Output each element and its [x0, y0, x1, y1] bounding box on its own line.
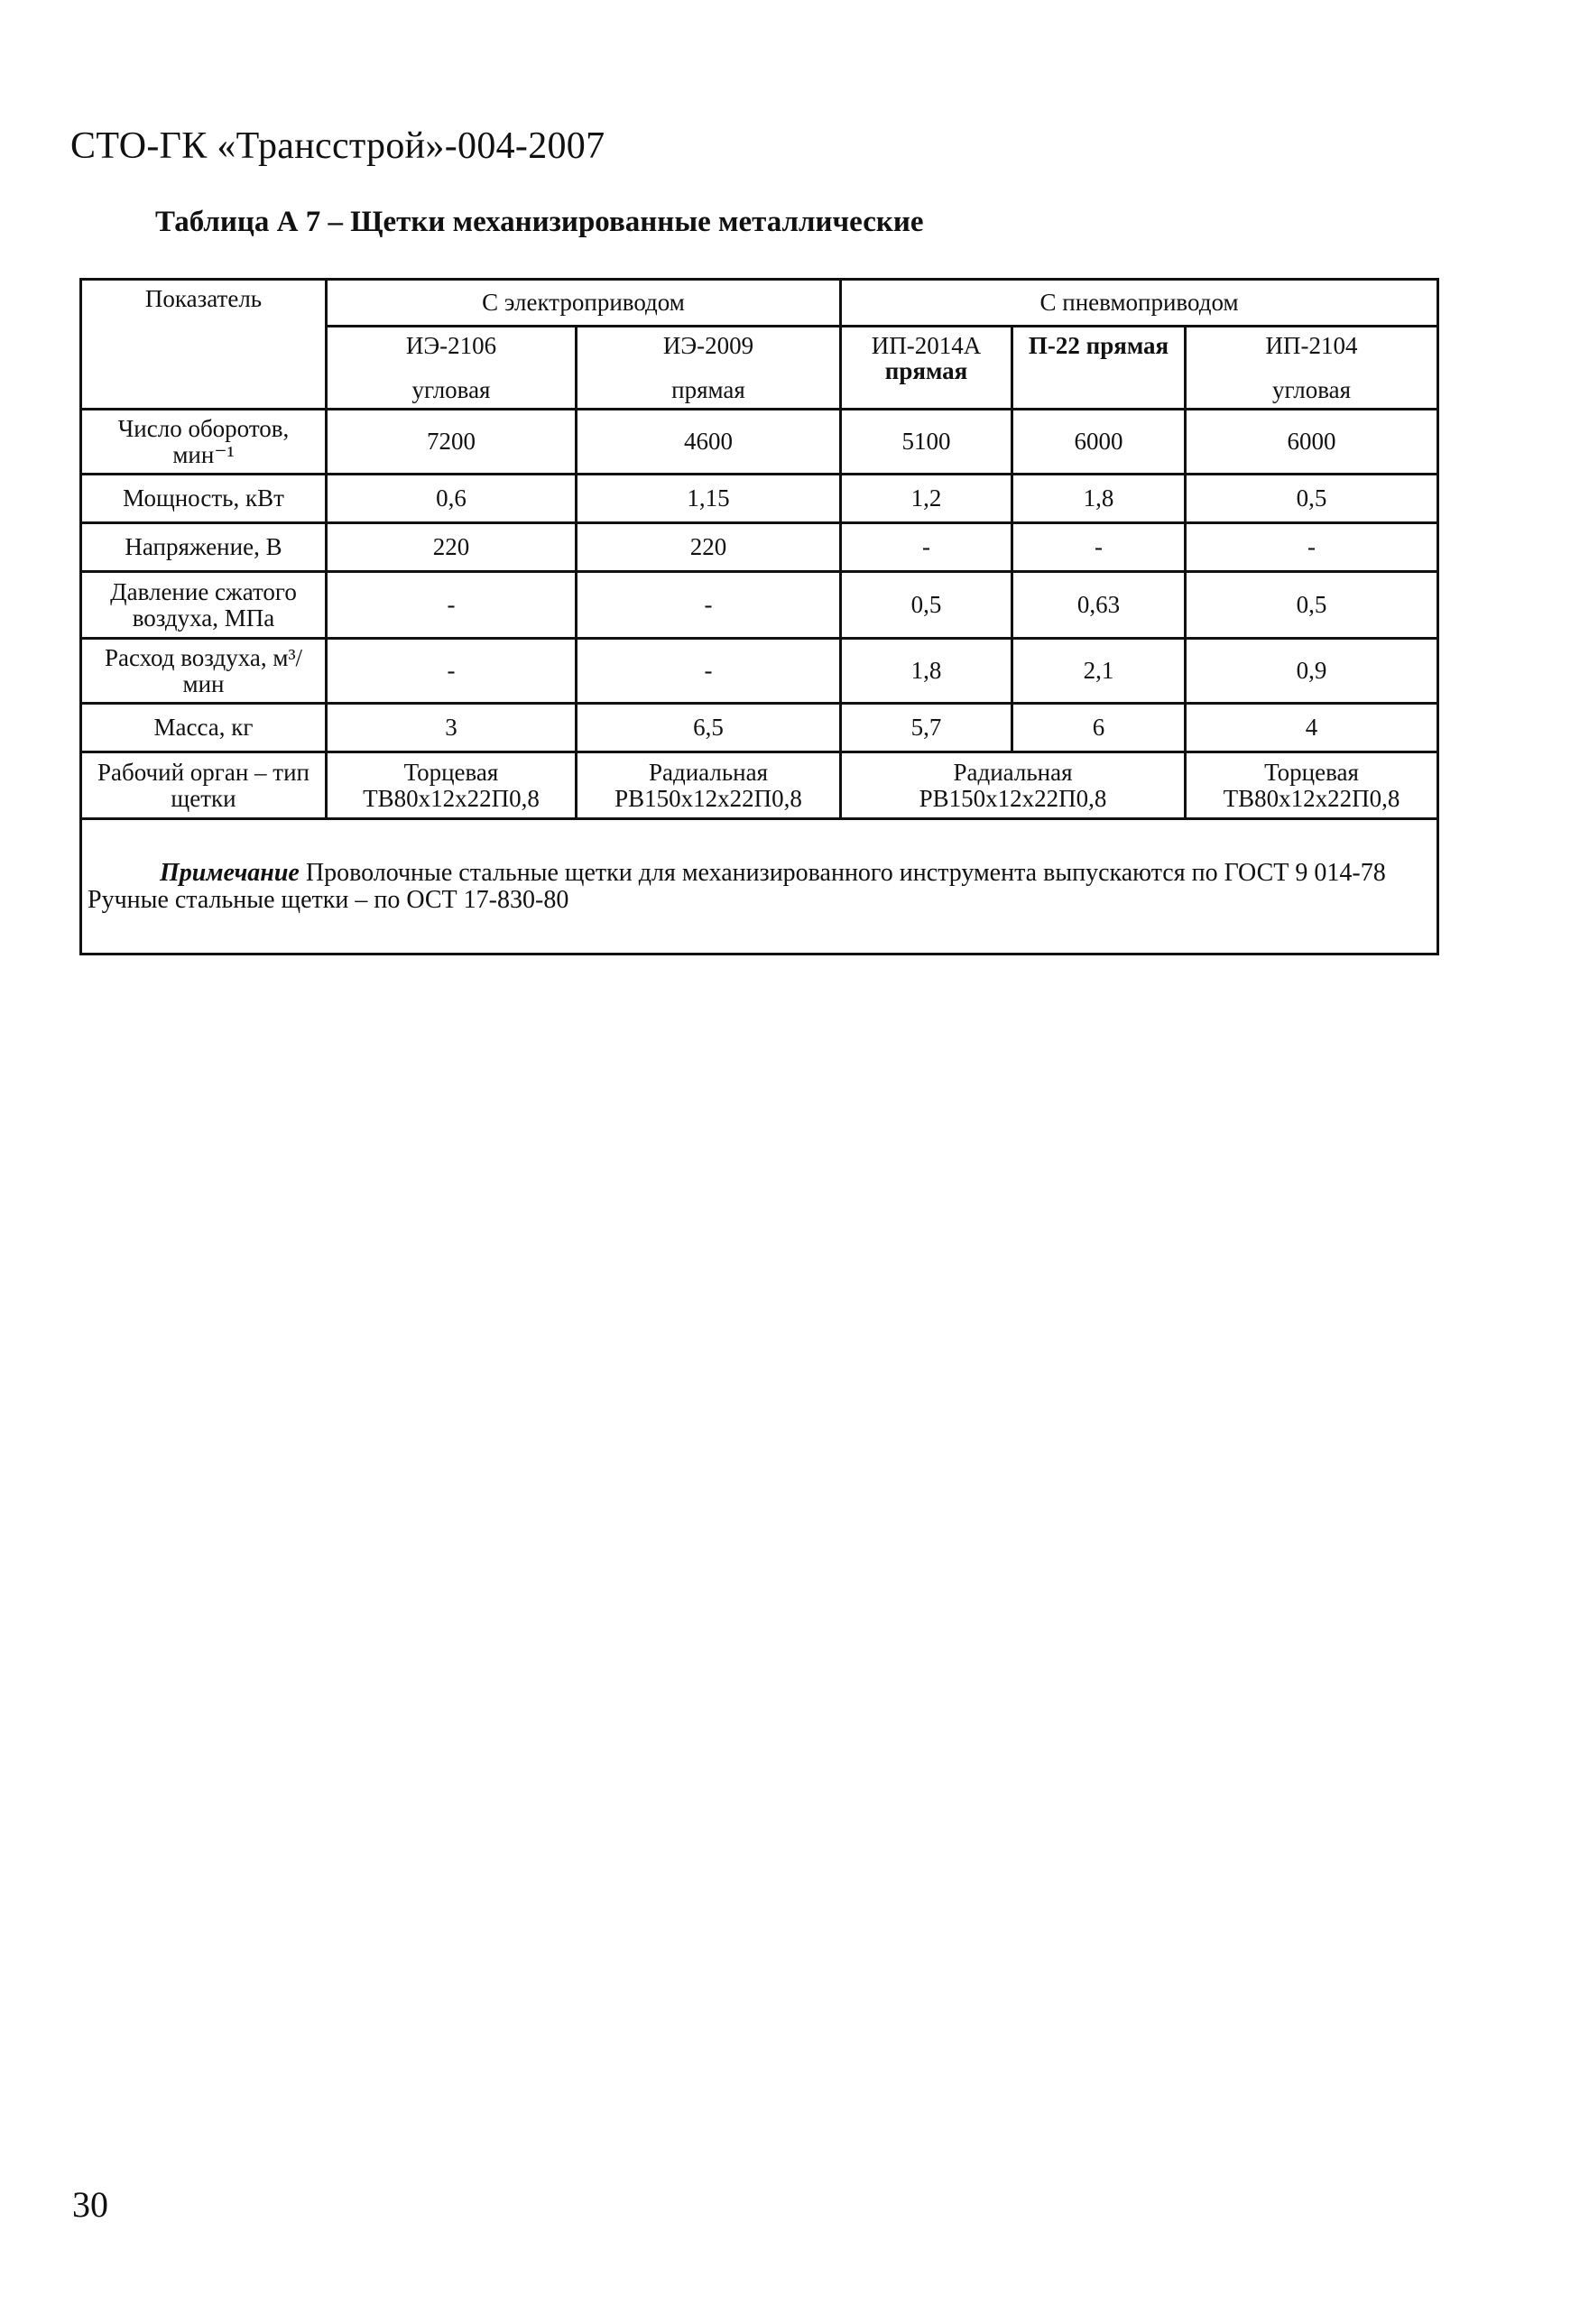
page-number: 30: [72, 2184, 108, 2225]
table-cell: 1,8: [1012, 475, 1186, 523]
table-cell: 220: [327, 523, 577, 572]
model-header: ИЭ-2106 угловая: [327, 327, 577, 410]
table-cell: 0,5: [841, 572, 1012, 639]
table-cell: 0,9: [1186, 639, 1438, 704]
table-cell: Радиальная РВ150х12х22П0,8: [841, 752, 1186, 819]
table-cell: 0,6: [327, 475, 577, 523]
table-cell: Радиальная РВ150х12х22П0,8: [577, 752, 841, 819]
table-cell: 220: [577, 523, 841, 572]
model-header: ИЭ-2009 прямая: [577, 327, 841, 410]
table-title: Таблица А 7 – Щетки механизированные металлические: [155, 206, 924, 238]
table-cell: 0,5: [1186, 475, 1438, 523]
table-cell: 0,5: [1186, 572, 1438, 639]
table-cell: 6,5: [577, 704, 841, 752]
table-cell: 1,2: [841, 475, 1012, 523]
table-cell: 1,15: [577, 475, 841, 523]
document-code: СТО-ГК «Трансстрой»-004-2007: [70, 125, 605, 167]
table-cell: 3: [327, 704, 577, 752]
brushes-table: [79, 278, 1439, 955]
model-header: П-22 прямая: [1012, 327, 1186, 410]
row-label: Напряжение, В: [81, 523, 327, 572]
note-label: Примечание: [160, 859, 300, 888]
table-cell: -: [577, 639, 841, 704]
table-cell: -: [1186, 523, 1438, 572]
table-cell: 6: [1012, 704, 1186, 752]
table-cell: -: [841, 523, 1012, 572]
table-cell: 4600: [577, 410, 841, 475]
table-cell: -: [1012, 523, 1186, 572]
table-cell: 1,8: [841, 639, 1012, 704]
table-cell: 4: [1186, 704, 1438, 752]
table-cell: 6000: [1012, 410, 1186, 475]
model-header: ИП-2104 угловая: [1186, 327, 1438, 410]
row-label: Мощность, кВт: [81, 475, 327, 523]
row-label: Расход воздуха, м³/мин: [81, 639, 327, 704]
table-cell: 5,7: [841, 704, 1012, 752]
row-label: Рабочий орган – тип щетки: [81, 752, 327, 819]
note-text: Проволочные стальные щетки для механизированного инструмента выпускаются по ГОСТ 9 014-78 Ручные стальные щетки – по ОСТ 17-830-80: [88, 859, 1386, 914]
table-cell: -: [327, 639, 577, 704]
table-cell: 5100: [841, 410, 1012, 475]
row-label: Число оборотов, мин⁻¹: [81, 410, 327, 475]
table-note: [81, 819, 1438, 954]
header-indicator: Показатель: [81, 280, 327, 410]
table-cell: 7200: [327, 410, 577, 475]
row-label: Масса, кг: [81, 704, 327, 752]
table-cell: 2,1: [1012, 639, 1186, 704]
table-cell: -: [577, 572, 841, 639]
table-cell: 0,63: [1012, 572, 1186, 639]
table-cell: -: [327, 572, 577, 639]
row-label: Давление сжатого воздуха, МПа: [81, 572, 327, 639]
table-cell: 6000: [1186, 410, 1438, 475]
table-cell: Торцевая ТВ80х12х22П0,8: [1186, 752, 1438, 819]
table-cell: Торцевая ТВ80х12х22П0,8: [327, 752, 577, 819]
header-group-pneumatic: С пневмоприводом: [841, 280, 1438, 327]
header-group-electric: С электроприводом: [327, 280, 841, 327]
model-header: ИП-2014А прямая: [841, 327, 1012, 410]
